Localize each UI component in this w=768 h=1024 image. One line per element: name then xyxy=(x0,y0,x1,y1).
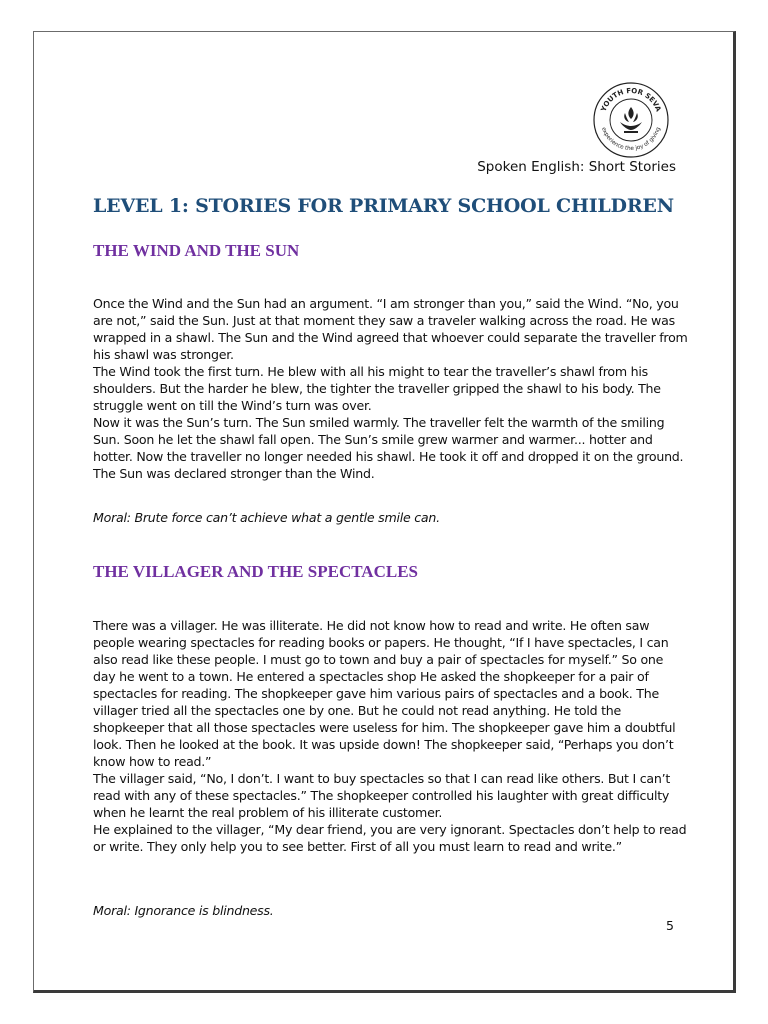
svg-text:YOUTH FOR SEVA: YOUTH FOR SEVA xyxy=(599,86,663,113)
story-paragraph: Once the Wind and the Sun had an argument. “I am stronger than you,” said the Wind. “No, you are not,” said the Sun. Just at that moment they saw a traveler walking across the road. He was wrapped in a shawl. The Sun and the Wind agreed that whoever could separate the traveller from his shawl was stronger. xyxy=(93,296,688,362)
story-paragraph: There was a villager. He was illiterate. He did not know how to read and write. He often saw people wearing spectacles for reading books or papers. He thought, “If I have spectacles, I can also read like these people. I must go to town and buy a pair of spectacles for myself.” So one day he went to a town. He entered a spectacles shop He asked the shopkeeper for a pair of spectacles for reading. The shopkeeper gave him various pairs of spectacles and a book. The villager tried all the spectacles one by one. But he could not read anything. He told the shopkeeper that all those spectacles were useless for him. The shopkeeper gave him a doubtful look. Then he looked at the book. It was upside down! The shopkeeper said, “Perhaps you don’t know how to read.” xyxy=(93,618,676,769)
story-title: THE VILLAGER AND THE SPECTACLES xyxy=(93,562,418,581)
page-number: 5 xyxy=(666,918,674,933)
story-moral: Moral: Brute force can’t achieve what a gentle smile can. xyxy=(93,510,440,525)
story-body xyxy=(93,617,689,855)
story-title: THE WIND AND THE SUN xyxy=(93,241,300,260)
story-paragraph: The villager said, “No, I don’t. I want to buy spectacles so that I can read like others. But I can’t read with any of these spectacles.” The shopkeeper controlled his laughter with great difficulty when he learnt the real problem of his illiterate customer. xyxy=(93,771,671,820)
story-moral: Moral: Ignorance is blindness. xyxy=(93,903,274,918)
story-paragraph: Now it was the Sun’s turn. The Sun smiled warmly. The traveller felt the warmth of the smiling Sun. Soon he let the shawl fall open. The Sun’s smile grew warmer and warmer... hotter and hotter. Now the traveller no longer needed his shawl. He took it off and dropped it on the ground. The Sun was declared stronger than the Wind. xyxy=(93,415,684,481)
series-title: Spoken English: Short Stories xyxy=(477,159,676,175)
svg-text:experience the joy of giving: experience the joy of giving xyxy=(600,126,662,153)
story-body xyxy=(93,295,689,482)
youth-for-seva-logo xyxy=(591,80,671,160)
story-paragraph: He explained to the villager, “My dear friend, you are very ignorant. Spectacles don’t help to read or write. They only help you to see better. First of all you must learn to read and write.” xyxy=(93,822,687,854)
flame-hands-icon xyxy=(620,107,642,133)
level-heading: LEVEL 1: STORIES FOR PRIMARY SCHOOL CHILDREN xyxy=(93,195,674,217)
story-paragraph: The Wind took the first turn. He blew with all his might to tear the traveller’s shawl from his shoulders. But the harder he blew, the tighter the traveller gripped the shawl to his body. The struggle went on till the Wind’s turn was over. xyxy=(93,364,661,413)
